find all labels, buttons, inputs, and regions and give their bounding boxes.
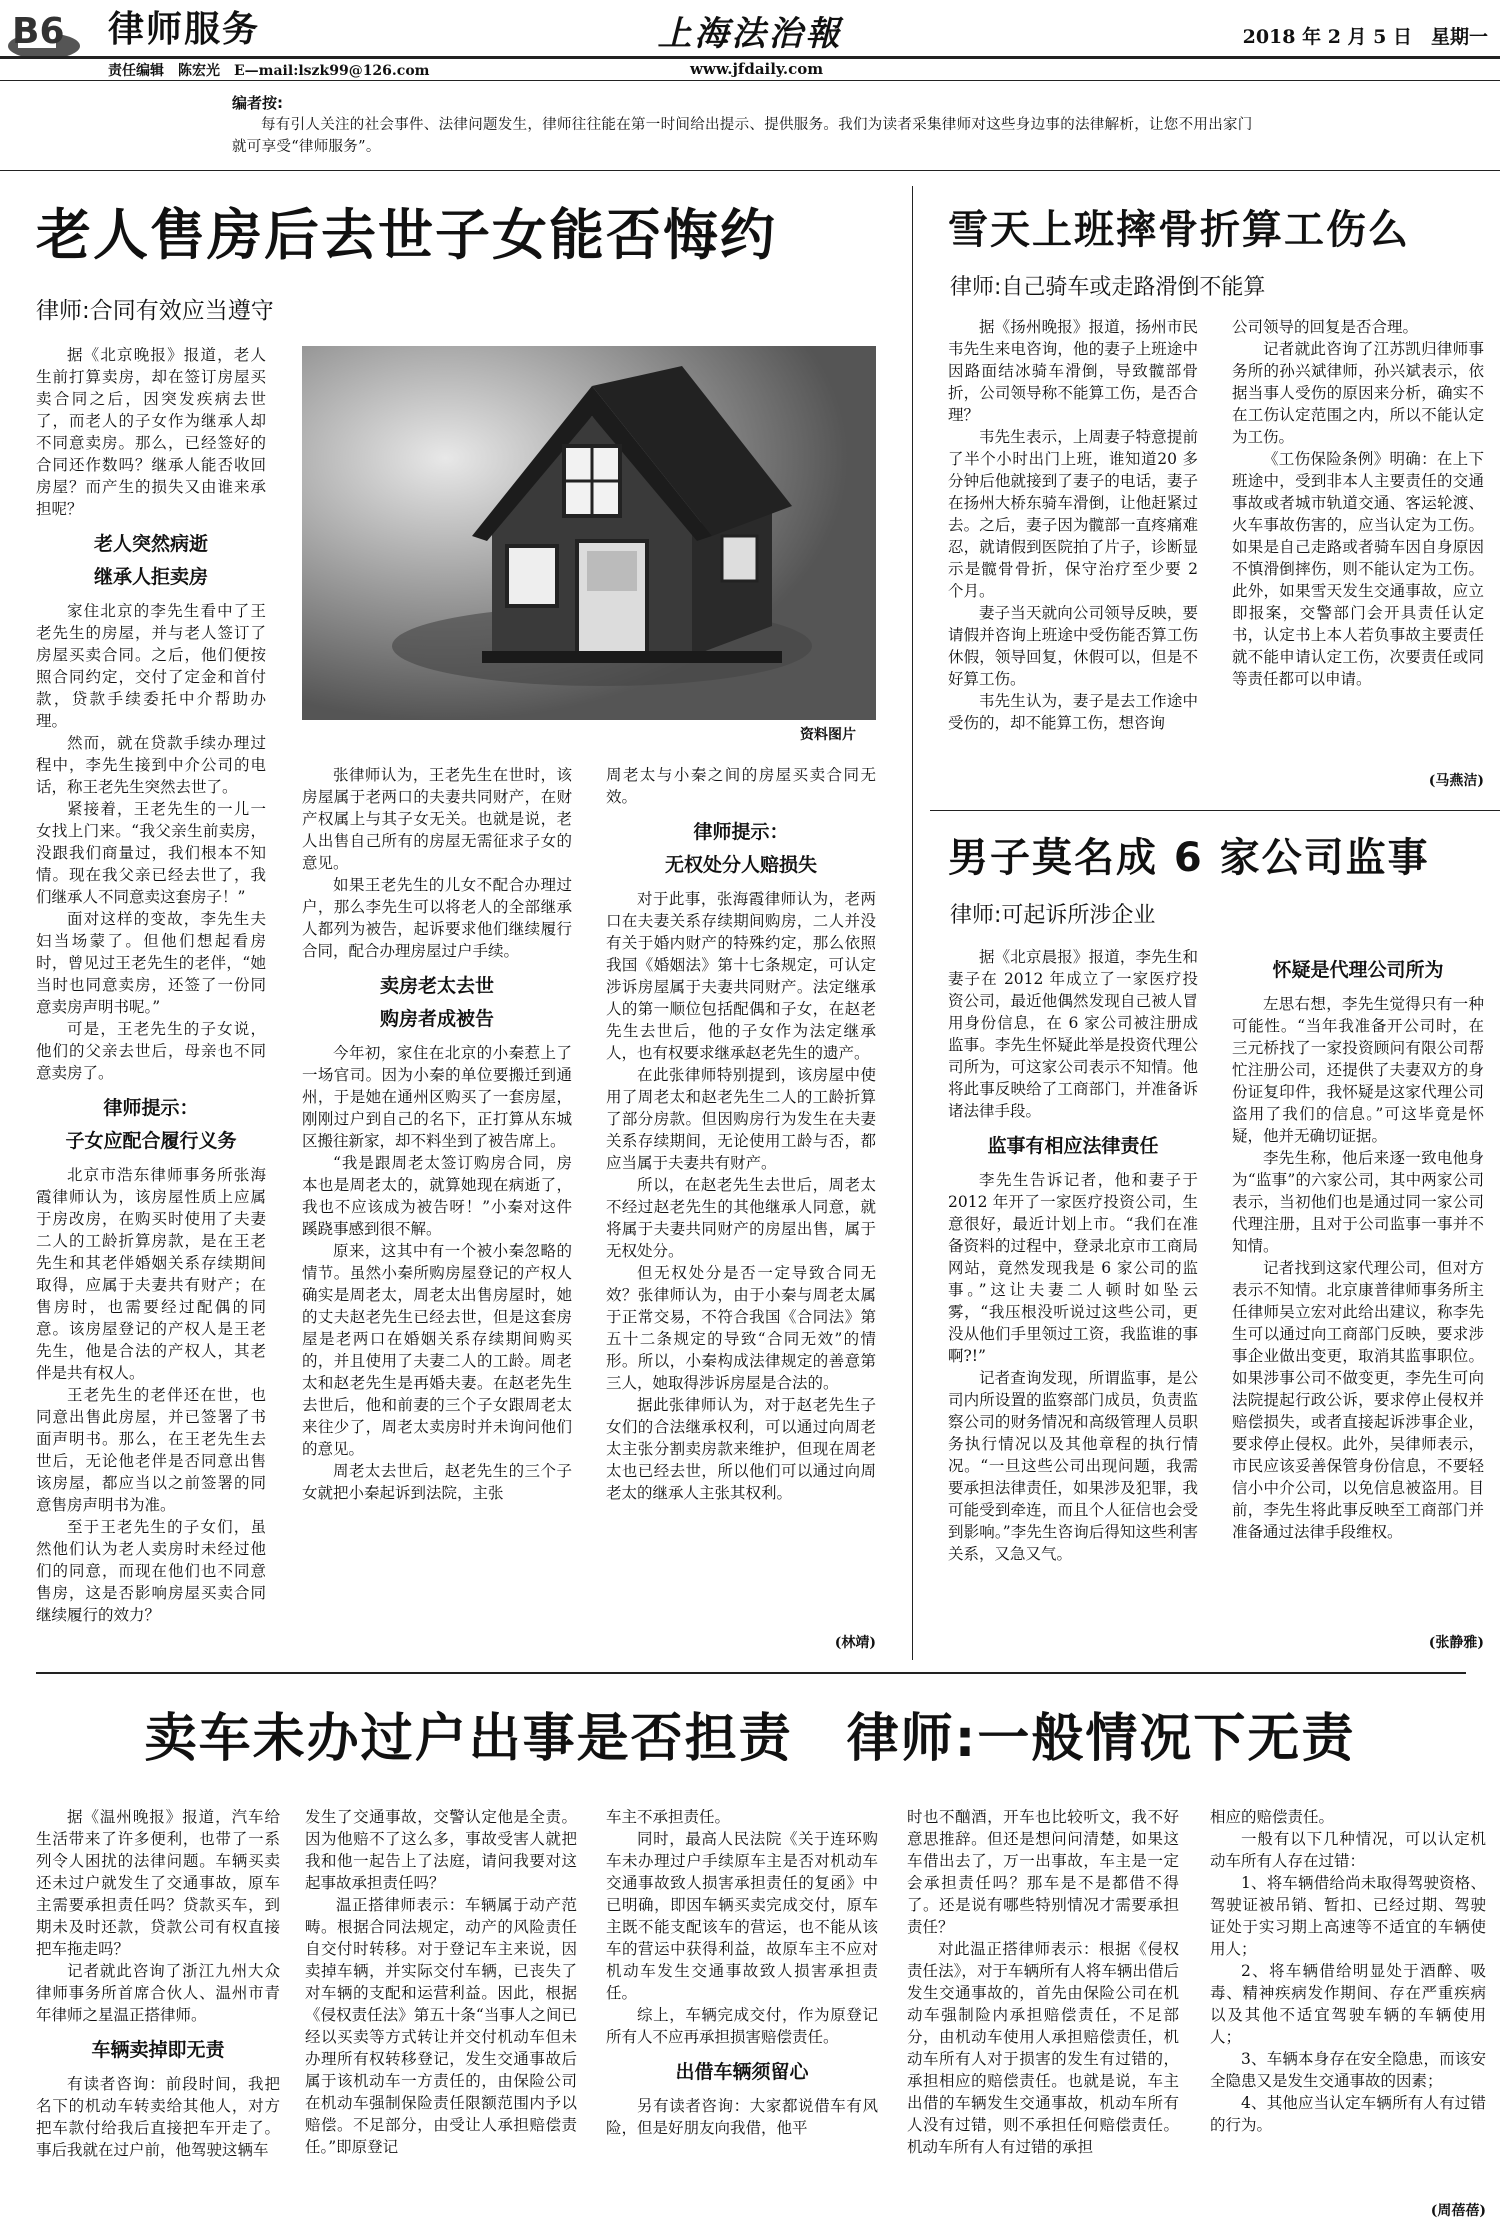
paragraph: 周老太去世后，赵老先生的三个子女就把小秦起诉到法院，主张: [302, 1462, 572, 1502]
paragraph: 韦先生表示，上周妻子特意提前了半个小时出门上班，谁知道20 多分钟后他就接到了妻子的电话，妻子在扬州大桥东骑车滑倒，让他赶紧过去。之后，妻子因为髋部一直疼痛难忍，就请假到医院拍了片子，诊断显示是髋骨骨折，保守治疗至少要 2 个月。: [948, 428, 1198, 600]
article2-byline: (马燕洁): [1428, 773, 1484, 789]
paragraph: 王老先生的老伴还在世，也同意出售此房屋，并已签署了书面声明书。那么，在王老先生去世后，无论他老伴是否同意出售该房屋，都应当以之前签署的同意售房声明书为准。: [36, 1386, 266, 1514]
article1-byline: (林靖): [834, 1635, 876, 1651]
paragraph: 然而，就在贷款手续办理过程中，李先生接到中介公司的电话，称王老先生突然去世了。: [36, 734, 266, 796]
paragraph: “我是跟周老太签订购房合同，房本也是周老太的，就算她现在病逝了，我也不应该成为被告呀！”小秦对这件蹊跷事感到很不解。: [302, 1154, 572, 1238]
paragraph: 今年初，家住在北京的小秦惹上了一场官司。因为小秦的单位要搬迁到通州，于是她在通州区购买了一套房屋，刚刚过户到自己的名下，正打算从东城区搬往新家，却不料坐到了被告席上。: [302, 1044, 572, 1150]
article1-col3: [606, 764, 876, 1504]
paragraph: 3、车辆本身存在安全隐患，而该安全隐患又是发生交通事故的因素；: [1210, 2050, 1486, 2090]
subheading-line: 怀疑是代理公司所为: [1272, 959, 1444, 981]
subheading-line: 车辆卖掉即无责: [91, 2039, 225, 2061]
paragraph: 对于此事，张海霞律师认为，老两口在夫妻关系存续期间购房，二人并没有关于婚内财产的特殊约定，那么依照我国《婚姻法》第十七条规定，可认定涉诉房屋属于夫妻共同财产。法定继承人的第一顺位包括配偶和子女，在赵老先生去世后，他的子女作为法定继承人，也有权要求继承赵老先生的遗产。: [606, 890, 876, 1062]
paragraph: 韦先生认为，妻子是去工作途中受伤的，却不能算工伤，想咨询: [948, 692, 1198, 732]
paragraph: 《工伤保险条例》明确：在上下班途中，受到非本人主要责任的交通事故或者城市轨道交通、客运轮渡、火车事故伤害的，应当认定为工伤。如果是自己走路或者骑车因自身原因不慎滑倒摔伤，则不能认定为工伤。此外，如果雪天发生交通事故，应立即报案，交警部门会开具责任认定书，认定书上本人若负事故主要责任就不能申请认定工伤，次要责任或同等责任都可以申请。: [1232, 450, 1484, 688]
subheading-line: 继承人拒卖房: [93, 566, 208, 588]
column-rule-1: [912, 186, 913, 1660]
paragraph: 车主不承担责任。: [606, 1808, 731, 1826]
article3-subtitle: 律师:可起诉所涉企业: [950, 903, 1156, 928]
subheading-line: 监事有相应法律责任: [987, 1135, 1159, 1157]
paragraph: 左思右想，李先生觉得只有一种可能性。“当年我准备开公司时，在三元桥找了一家投资顾问有限公司帮忙注册公司，还提供了夫妻双方的身份证复印件，我怀疑是这家代理公司盗用了我们的信息。”可这毕竟是怀疑，他并无确切证据。: [1232, 995, 1484, 1145]
page-number: B6: [12, 11, 65, 52]
paragraph: 发生了交通事故，交警认定他是全责。因为他赔不了这么多，事故受害人就把我和他一起告上了法庭，请问我要对这起事故承担责任吗？: [305, 1808, 577, 1892]
paragraph: 记者就此咨询了江苏凯归律师事务所的孙兴斌律师，孙兴斌表示，依据当事人受伤的原因来分析，确实不在工伤认定范围之内，所以不能认定为工伤。: [1232, 340, 1484, 446]
paragraph: 同时，最高人民法院《关于连环购车未办理过户手续原车主是否对机动车交通事故致人损害承担责任的复函》中已明确，即因车辆买卖完成交付，原车主既不能支配该车的营运，也不能从该车的营运中获得利益，故原车主不应对机动车发生交通事故致人损害承担责任。: [606, 1830, 878, 2002]
paragraph: 记者就此咨询了浙江九州大众律师事务所首席合伙人、温州市青年律师之星温正搭律师。: [36, 1962, 280, 2024]
paragraph: 如果王老先生的儿女不配合办理过户，那么李先生可以将老人的全部继承人都列为被告，起诉要求他们继续履行合同，配合办理房屋过户手续。: [302, 876, 572, 960]
article4-col5: [1210, 1806, 1486, 2136]
paragraph: 2、将车辆借给明显处于酒醉、吸毒、精神疾病发作期间、存在严重疾病以及其他不适宜驾驶车辆的车辆使用人；: [1210, 1962, 1486, 2046]
paragraph: 在此张律师特别提到，该房屋中使用了周老太和赵老先生二人的工龄折算了部分房款。但因购房行为发生在夫妻关系存续期间，无论使用工龄与否，都应当属于夫妻共有财产。: [606, 1066, 876, 1172]
article2-rule: [930, 810, 1500, 811]
subheading-line: 律师提示：: [103, 1097, 199, 1119]
article4-col4: [907, 1806, 1179, 2158]
section-title: 律师服务: [108, 9, 261, 50]
paragraph: 另有读者咨询：大家都说借车有风险，但是好朋友向我借，他平: [606, 2097, 878, 2137]
subheading-line: 出借车辆须留心: [675, 2061, 809, 2083]
paragraph: 据《扬州晚报》报道，扬州市民韦先生来电咨询，他的妻子上班途中因路面结冰骑车滑倒，导致髋部骨折，公司领导称不能算工伤，是否合理？: [948, 318, 1198, 424]
article1-col1: [36, 344, 266, 1626]
paragraph: 时也不酗酒，开车也比较听文，我不好意思推辞。但还是想问问清楚，如果这车借出去了，万一出事故，车主是一定会承担责任吗？那车是不是都借不得了。还是说有哪些特别情况才需要承担责任？: [907, 1808, 1179, 1936]
article2-subtitle: 律师:自己骑车或走路滑倒不能算: [950, 275, 1266, 300]
paragraph: 所以，在赵老先生去世后，周老太不经过赵老先生的其他继承人同意，就将属于夫妻共同财产的房屋出售，属于无权处分。: [606, 1176, 876, 1260]
subheading-line: 子女应配合履行义务: [65, 1130, 237, 1152]
editor-note-rule: [0, 170, 1500, 171]
paper-url: www.jfdaily.com: [690, 60, 824, 78]
article4-col3: [606, 1806, 878, 2139]
paragraph: 4、其他应当认定车辆所有人有过错的行为。: [1210, 2094, 1486, 2134]
paragraph: 李先生告诉记者，他和妻子于2012 年开了一家医疗投资公司，生意很好，最近计划上市。“我们在准备资料的过程中，登录北京市工商局网站，竟然发现我是 6 家公司的监事。”这让夫妻二人顿时如坠云雾，“我压根没听说过这些公司，更没从他们手里领过工资，我监谁的事啊?!”: [948, 1171, 1198, 1365]
paragraph: 据《北京晚报》报道，老人生前打算卖房，却在签订房屋买卖合同之后，因突发疾病去世了，而老人的子女作为继承人却不同意卖房。那么，已经签好的合同还作数吗？继承人能否收回房屋？而产生的损失又由谁来承担呢？: [36, 346, 266, 518]
article2-col1: [948, 316, 1198, 734]
issue-date: 2018 年 2 月 5 日 星期一: [1242, 26, 1488, 48]
paragraph: 家住北京的李先生看中了王老先生的房屋，并与老人签订了房屋买卖合同。之后，他们便按照合同约定，交付了定金和首付款，贷款手续委托中介帮助办理。: [36, 602, 266, 730]
page-number-badge: [8, 8, 82, 60]
article1-subtitle: 律师:合同有效应当遵守: [36, 298, 274, 324]
article2-title: 雪天上班摔骨折算工伤么: [948, 207, 1410, 253]
masthead-rule: [0, 56, 1500, 59]
paragraph: 据《北京晨报》报道，李先生和妻子在 2012 年成立了一家医疗投资公司，最近他偶然发现自己被人冒用身份信息，在 6 家公司被注册成监事。李先生怀疑此举是投资代理公司所为，可这家公司表示不知情。他将此事反映给了工商部门，并准备诉诸法律手段。: [948, 948, 1198, 1120]
editor-note-text: 每有引人关注的社会事件、法律问题发生，律师往往能在第一时间给出提示、提供服务。我们为读者采集律师对这些身边事的法律解析，让您不用出家门就可享受“律师服务”。: [232, 117, 1253, 155]
article2-col2: [1232, 316, 1484, 690]
article4-title: 卖车未办过户出事是否担责 律师:一般情况下无责: [144, 1709, 1356, 1769]
subheading: [36, 2034, 280, 2067]
house-photo-icon: [302, 346, 876, 720]
editor-note-label: 编者按:: [232, 94, 283, 112]
article3-title: 男子莫名成 6 家公司监事: [948, 835, 1430, 881]
subheading: [948, 1130, 1198, 1163]
paragraph: 记者找到这家代理公司，但对方表示不知情。北京康普律师事务所主任律师吴立宏对此给出建议，称李先生可以通过向工商部门反映，要求涉事企业做出变更，取消其监事职位。如果涉事公司不做变更，李先生可向法院提起行政公诉，要求停止侵权并赔偿损失，或者直接起诉涉事企业，要求停止侵权。此外，吴律师表示，市民应该妥善保管身份信息，不要轻信小中介公司，以免信息被盗用。目前，李先生将此事反映至工商部门并准备通过法律手段维权。: [1232, 1259, 1484, 1541]
article3-col2: [1232, 946, 1484, 1543]
paragraph: 李先生称，他后来逐一致电他身为“监事”的六家公司，其中两家公司表示，当初他们也是通过同一家公司代理注册，且对于公司监事一事并不知情。: [1232, 1149, 1484, 1255]
subheading: [36, 1092, 266, 1158]
paragraph: 公司领导的回复是否合理。: [1232, 318, 1419, 336]
paragraph: 原来，这其中有一个被小秦忽略的情节。虽然小秦所购房屋登记的产权人确实是周老太，周老太出售房屋时，她的丈夫赵老先生已经去世，但是这套房屋是老两口在婚姻关系存续期间购买的，并且使用了夫妻二人的工龄。周老太和赵老先生是再婚夫妻。在赵老先生去世后，他和前妻的三个子女跟周老太来往少了，周老太卖房时并未询问他们的意见。: [302, 1242, 572, 1458]
subheading-line: 购房者成被告: [379, 1008, 494, 1030]
paragraph: 一般有以下几种情况，可以认定机动车所有人存在过错：: [1210, 1830, 1486, 1870]
paragraph: 面对这样的变故，李先生夫妇当场蒙了。但他们想起看房时，曾见过王老先生的老伴，“她当时也同意卖房，还签了一份同意卖房声明书呢。”: [36, 910, 266, 1016]
paragraph: 记者查询发现，所谓监事，是公司内所设置的监察部门成员，负责监察公司的财务情况和高级管理人员职务执行情况以及其他章程的执行情况。“一旦这些公司出现问题，我需要承担法律责任，如果涉及犯罪，我可能受到牵连，而且个人征信也会受到影响。”李先生咨询后得知这些利害关系，又急又气。: [948, 1369, 1198, 1563]
paragraph: 可是，王老先生的子女说，他们的父亲去世后，母亲也不同意卖房了。: [36, 1020, 266, 1082]
subheading-line: 卖房老太去世: [379, 975, 494, 997]
paragraph: 紧接着，王老先生的一儿一女找上门来。“我父亲生前卖房，没跟我们商量过，我们根本不知情。现在我父亲已经去世了，我们继承人不同意卖这套房子！”: [36, 800, 266, 906]
editor-info: 责任编辑 陈宏光 E—mail:lszk99@126.com: [108, 63, 430, 79]
paper-name: 上海法治報: [657, 14, 843, 54]
subheading: [606, 816, 876, 882]
article4-byline: (周蓓蓓): [1430, 2203, 1486, 2219]
subheading: [606, 2056, 878, 2089]
subheading: [1232, 954, 1484, 987]
paragraph: 妻子当天就向公司领导反映，要请假并咨询上班途中受伤能否算工伤休假，领导回复，休假可以，但是不好算工伤。: [948, 604, 1198, 688]
subheading-line: 律师提示：: [693, 821, 789, 843]
subheading-line: 老人突然病逝: [93, 533, 208, 555]
article1-photo-caption: 资料图片: [800, 727, 856, 743]
article1-photo: [302, 346, 876, 720]
subheading-line: 无权处分人赔损失: [664, 854, 817, 876]
paragraph: 对此温正搭律师表示：根据《侵权责任法》，对于车辆所有人将车辆出借后发生交通事故的，首先由保险公司在机动车强制险内承担赔偿责任，不足部分，由机动车使用人承担赔偿责任，机动车所有人对于损害的发生有过错的，承担相应的赔偿责任。也就是说，车主出借的车辆发生交通事故，机动车所有人没有过错，则不承担任何赔偿责任。机动车所有人有过错的承担: [907, 1940, 1179, 2156]
paragraph: 有读者咨询：前段时间，我把名下的机动车转卖给其他人，对方把车款付给我后直接把车开走了。事后我就在过户前，他驾驶这辆车: [36, 2075, 280, 2159]
paragraph: 至于王老先生的子女们，虽然他们认为老人卖房时未经过他们的同意，而现在他们也不同意售房，这是否影响房屋买卖合同继续履行的效力？: [36, 1518, 266, 1624]
article4-col2: [305, 1806, 577, 2158]
article3-byline: (张静雅): [1428, 1635, 1484, 1651]
masthead-rule-2: [0, 80, 1500, 81]
article3-col1: [948, 946, 1198, 1565]
paragraph: 北京市浩东律师事务所张海霞律师认为，该房屋性质上应属于房改房，在购买时使用了夫妻二人的工龄折算房款，是在王老先生和其老伴婚姻关系存续期间取得，应属于夫妻共有财产；在售房时，也需要经过配偶的同意。该房屋登记的产权人是王老先生，他是合法的产权人，其老伴是共有权人。: [36, 1166, 266, 1382]
article1-col2: [302, 764, 572, 1504]
article1-title: 老人售房后去世子女能否悔约: [36, 203, 778, 267]
article4-col1: [36, 1806, 280, 2161]
paragraph: 但无权处分是否一定导致合同无效？张律师认为，由于小秦与周老太属于正常交易，不符合我国《合同法》第五十二条规定的导致“合同无效”的情形。所以，小秦构成法律规定的善意第三人，她取得涉诉房屋是合法的。: [606, 1264, 876, 1392]
paragraph: 1、将车辆借给尚未取得驾驶资格、驾驶证被吊销、暂扣、已经过期、驾驶证处于实习期上高速等不适宜的车辆使用人；: [1210, 1874, 1486, 1958]
subheading: [302, 970, 572, 1036]
section-rule: [36, 1672, 1466, 1674]
paragraph: 张律师认为，王老先生在世时，该房屋属于老两口的夫妻共同财产，在财产权属上与其子女无关。也就是说，老人出售自己所有的房屋无需征求子女的意见。: [302, 766, 572, 872]
paragraph: 综上，车辆完成交付，作为原登记所有人不应再承担损害赔偿责任。: [606, 2006, 878, 2046]
paragraph: 据此张律师认为，对于赵老先生子女们的合法继承权利，可以通过向周老太主张分割卖房款来维护，但现在周老太也已经去世，所以他们可以通过向周老太的继承人主张其权利。: [606, 1396, 876, 1502]
paragraph: 据《温州晚报》报道，汽车给生活带来了许多便利，也带了一系列令人困扰的法律问题。车辆买卖还未过户就发生了交通事故，原车主需要承担责任吗？贷款买车，到期未及时还款，贷款公司有权直接把车拖走吗？: [36, 1808, 280, 1958]
paragraph: 温正搭律师表示：车辆属于动产范畴。根据合同法规定，动产的风险责任自交付时转移。对于登记车主来说，因卖掉车辆，并实际交付车辆，已丧失了对车辆的支配和运营利益。因此，根据《侵权责任法》第五十条“当事人之间已经以买卖等方式转让并交付机动车但未办理所有权转移登记，发生交通事故后属于该机动车一方责任的，由保险公司在机动车强制保险责任限额范围内予以赔偿。不足部分，由受让人承担赔偿责任。”即原登记: [305, 1896, 577, 2156]
paragraph: 周老太与小秦之间的房屋买卖合同无效。: [606, 766, 876, 806]
paragraph: 相应的赔偿责任。: [1210, 1808, 1335, 1826]
subheading: [36, 528, 266, 594]
